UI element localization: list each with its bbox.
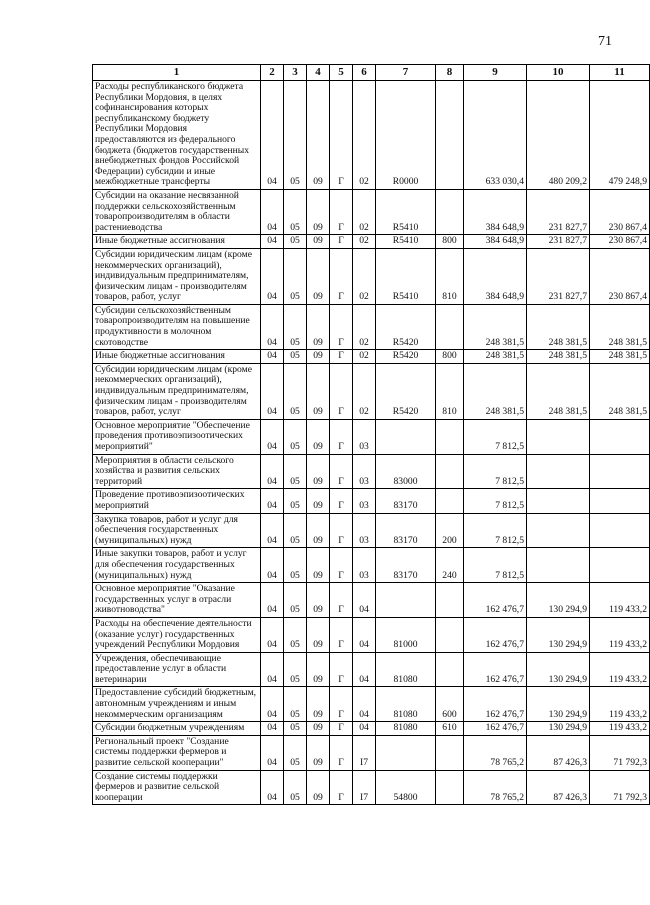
code-pp: 09	[307, 652, 330, 687]
code-expense-type	[436, 770, 464, 805]
code-expense-type	[436, 617, 464, 652]
code-sub: 05	[284, 583, 307, 618]
code-main: 02	[353, 235, 376, 249]
code-gp: 04	[261, 722, 284, 736]
code-item: 83000	[376, 454, 436, 489]
code-main: 03	[353, 489, 376, 513]
amount-year-1: 7 812,5	[464, 419, 527, 454]
table-row	[93, 548, 650, 583]
amount-year-3: 119 433,2	[590, 617, 650, 652]
code-item: R5410	[376, 235, 436, 249]
code-item: 81080	[376, 687, 436, 722]
amount-year-2	[527, 548, 590, 583]
code-letter: Г	[330, 513, 353, 548]
code-letter: Г	[330, 687, 353, 722]
table-body	[93, 81, 650, 805]
table-row	[93, 189, 650, 234]
code-gp: 04	[261, 513, 284, 548]
code-gp: 04	[261, 489, 284, 513]
row-name: Основное мероприятие "Обеспечение проведения противоэпизоотических мероприятий"	[93, 419, 261, 454]
code-gp: 04	[261, 235, 284, 249]
code-letter: Г	[330, 652, 353, 687]
table-row	[93, 235, 650, 249]
row-name: Субсидии сельскохозяйственным товаропроизводителям на повышение продуктивности в молочном скотоводстве	[93, 304, 261, 349]
row-name: Расходы на обеспечение деятельности (оказание услуг) государственных учреждений Республики Мордовия	[93, 617, 261, 652]
column-header: 6	[353, 65, 376, 81]
table-row	[93, 735, 650, 770]
amount-year-3: 119 433,2	[590, 687, 650, 722]
code-pp: 09	[307, 189, 330, 234]
code-gp: 04	[261, 617, 284, 652]
table-row	[93, 363, 650, 419]
amount-year-1: 7 812,5	[464, 454, 527, 489]
code-expense-type: 800	[436, 350, 464, 364]
amount-year-3	[590, 454, 650, 489]
code-expense-type	[436, 419, 464, 454]
row-name: Региональный проект "Создание системы поддержки фермеров и развитие сельской кооперации"	[93, 735, 261, 770]
column-header: 1	[93, 65, 261, 81]
amount-year-3: 230 867,4	[590, 248, 650, 304]
code-gp: 04	[261, 770, 284, 805]
code-main: 03	[353, 513, 376, 548]
code-main: 03	[353, 548, 376, 583]
code-sub: 05	[284, 735, 307, 770]
code-main: 04	[353, 687, 376, 722]
code-sub: 05	[284, 419, 307, 454]
row-name: Предоставление субсидий бюджетным, автономным учреждениям и иным некоммерческим организациям	[93, 687, 261, 722]
code-sub: 05	[284, 548, 307, 583]
code-main: 02	[353, 81, 376, 190]
code-letter: Г	[330, 363, 353, 419]
amount-year-3	[590, 489, 650, 513]
code-gp: 04	[261, 454, 284, 489]
code-main: 04	[353, 583, 376, 618]
column-header: 2	[261, 65, 284, 81]
row-name: Проведение противоэпизоотических мероприятий	[93, 489, 261, 513]
code-pp: 09	[307, 617, 330, 652]
amount-year-2: 248 381,5	[527, 350, 590, 364]
code-letter: Г	[330, 350, 353, 364]
code-letter: Г	[330, 735, 353, 770]
code-pp: 09	[307, 350, 330, 364]
table-row	[93, 513, 650, 548]
code-expense-type	[436, 81, 464, 190]
code-letter: Г	[330, 81, 353, 190]
code-item: 83170	[376, 489, 436, 513]
table-row	[93, 489, 650, 513]
code-sub: 05	[284, 770, 307, 805]
page-number: 71	[598, 34, 612, 49]
code-main: 02	[353, 350, 376, 364]
amount-year-3: 248 381,5	[590, 304, 650, 349]
code-expense-type: 810	[436, 363, 464, 419]
table-row	[93, 770, 650, 805]
code-sub: 05	[284, 81, 307, 190]
code-pp: 09	[307, 304, 330, 349]
row-name: Мероприятия в области сельского хозяйства и развития сельских территорий	[93, 454, 261, 489]
amount-year-3: 479 248,9	[590, 81, 650, 190]
column-header: 4	[307, 65, 330, 81]
code-main: 02	[353, 248, 376, 304]
amount-year-2: 231 827,7	[527, 235, 590, 249]
code-sub: 05	[284, 513, 307, 548]
code-gp: 04	[261, 189, 284, 234]
code-letter: Г	[330, 617, 353, 652]
code-sub: 05	[284, 304, 307, 349]
row-name: Субсидии бюджетным учреждениям	[93, 722, 261, 736]
code-expense-type: 240	[436, 548, 464, 583]
code-expense-type	[436, 489, 464, 513]
code-gp: 04	[261, 735, 284, 770]
code-sub: 05	[284, 363, 307, 419]
amount-year-2: 231 827,7	[527, 189, 590, 234]
code-item: R5410	[376, 248, 436, 304]
amount-year-1: 162 476,7	[464, 722, 527, 736]
code-letter: Г	[330, 548, 353, 583]
code-letter: Г	[330, 419, 353, 454]
amount-year-2: 87 426,3	[527, 735, 590, 770]
code-gp: 04	[261, 350, 284, 364]
code-expense-type	[436, 583, 464, 618]
code-item: 83170	[376, 513, 436, 548]
row-name: Субсидии на оказание несвязанной поддержки сельскохозяйственным товаропроизводителям в области растениеводства	[93, 189, 261, 234]
code-main: 02	[353, 304, 376, 349]
amount-year-1: 7 812,5	[464, 489, 527, 513]
code-sub: 05	[284, 189, 307, 234]
amount-year-3: 119 433,2	[590, 583, 650, 618]
column-header: 10	[527, 65, 590, 81]
row-name: Субсидии юридическим лицам (кроме некоммерческих организаций), индивидуальным предпринимателям, физическим лицам - производителям товаров, работ, услуг	[93, 363, 261, 419]
row-name: Учреждения, обеспечивающие предоставление услуг в области ветеринарии	[93, 652, 261, 687]
code-gp: 04	[261, 81, 284, 190]
code-sub: 05	[284, 489, 307, 513]
code-main: 04	[353, 722, 376, 736]
amount-year-3	[590, 548, 650, 583]
table-row	[93, 419, 650, 454]
amount-year-3: 71 792,3	[590, 770, 650, 805]
amount-year-2	[527, 454, 590, 489]
table-header-row	[93, 65, 650, 81]
column-header: 3	[284, 65, 307, 81]
amount-year-1: 162 476,7	[464, 652, 527, 687]
amount-year-1: 633 030,4	[464, 81, 527, 190]
code-main: 04	[353, 652, 376, 687]
table-row	[93, 454, 650, 489]
amount-year-2	[527, 513, 590, 548]
amount-year-1: 162 476,7	[464, 687, 527, 722]
table-row	[93, 81, 650, 190]
code-item: 81080	[376, 722, 436, 736]
code-letter: Г	[330, 770, 353, 805]
code-gp: 04	[261, 687, 284, 722]
code-item	[376, 735, 436, 770]
amount-year-1: 7 812,5	[464, 548, 527, 583]
code-main: 03	[353, 454, 376, 489]
table-row	[93, 687, 650, 722]
code-gp: 04	[261, 419, 284, 454]
code-pp: 09	[307, 513, 330, 548]
amount-year-1: 384 648,9	[464, 235, 527, 249]
code-expense-type	[436, 454, 464, 489]
row-name: Субсидии юридическим лицам (кроме некоммерческих организаций), индивидуальным предпринимателям, физическим лицам - производителям товаров, работ, услуг	[93, 248, 261, 304]
code-expense-type	[436, 652, 464, 687]
column-header: 9	[464, 65, 527, 81]
code-sub: 05	[284, 652, 307, 687]
table-row	[93, 617, 650, 652]
amount-year-3: 248 381,5	[590, 363, 650, 419]
code-letter: Г	[330, 454, 353, 489]
code-sub: 05	[284, 350, 307, 364]
code-item: R5420	[376, 304, 436, 349]
code-letter: Г	[330, 235, 353, 249]
row-name: Иные бюджетные ассигнования	[93, 235, 261, 249]
code-item	[376, 419, 436, 454]
code-expense-type: 610	[436, 722, 464, 736]
column-header: 5	[330, 65, 353, 81]
code-sub: 05	[284, 454, 307, 489]
table-row	[93, 652, 650, 687]
code-pp: 09	[307, 489, 330, 513]
code-gp: 04	[261, 363, 284, 419]
code-gp: 04	[261, 304, 284, 349]
code-sub: 05	[284, 235, 307, 249]
code-pp: 09	[307, 687, 330, 722]
table-row	[93, 350, 650, 364]
amount-year-1: 384 648,9	[464, 189, 527, 234]
amount-year-2: 130 294,9	[527, 722, 590, 736]
amount-year-1: 248 381,5	[464, 363, 527, 419]
code-gp: 04	[261, 652, 284, 687]
amount-year-2: 248 381,5	[527, 363, 590, 419]
code-pp: 09	[307, 722, 330, 736]
code-pp: 09	[307, 81, 330, 190]
amount-year-2: 130 294,9	[527, 583, 590, 618]
amount-year-2	[527, 419, 590, 454]
row-name: Иные закупки товаров, работ и услуг для обеспечения государственных (муниципальных) нужд	[93, 548, 261, 583]
code-pp: 09	[307, 419, 330, 454]
table-row	[93, 722, 650, 736]
amount-year-3: 230 867,4	[590, 189, 650, 234]
code-expense-type: 800	[436, 235, 464, 249]
code-expense-type	[436, 304, 464, 349]
budget-table	[92, 64, 650, 805]
row-name: Расходы республиканского бюджета Республики Мордовия, в целях софинансирования которых республиканскому бюджету Республики Мордовия предоставляются из федерального бюджета (бюджетов государственных внебюджетных фондов Российской Федерации) субсидии и иные межбюджетные трансферты	[93, 81, 261, 190]
code-letter: Г	[330, 189, 353, 234]
code-letter: Г	[330, 489, 353, 513]
code-main: 02	[353, 363, 376, 419]
column-header: 8	[436, 65, 464, 81]
amount-year-3: 248 381,5	[590, 350, 650, 364]
code-item: 83170	[376, 548, 436, 583]
code-item: 81000	[376, 617, 436, 652]
code-gp: 04	[261, 548, 284, 583]
amount-year-2	[527, 489, 590, 513]
code-main: 02	[353, 189, 376, 234]
code-item: 54800	[376, 770, 436, 805]
table-row	[93, 248, 650, 304]
code-pp: 09	[307, 454, 330, 489]
code-letter: Г	[330, 248, 353, 304]
table-row	[93, 583, 650, 618]
code-sub: 05	[284, 248, 307, 304]
amount-year-2: 480 209,2	[527, 81, 590, 190]
code-item: R0000	[376, 81, 436, 190]
code-pp: 09	[307, 248, 330, 304]
amount-year-2: 87 426,3	[527, 770, 590, 805]
amount-year-1: 384 648,9	[464, 248, 527, 304]
amount-year-1: 78 765,2	[464, 735, 527, 770]
code-pp: 09	[307, 735, 330, 770]
amount-year-1: 78 765,2	[464, 770, 527, 805]
row-name: Создание системы поддержки фермеров и развитие сельской кооперации	[93, 770, 261, 805]
code-item: 81080	[376, 652, 436, 687]
code-expense-type	[436, 189, 464, 234]
code-gp: 04	[261, 248, 284, 304]
amount-year-3: 230 867,4	[590, 235, 650, 249]
amount-year-1: 162 476,7	[464, 617, 527, 652]
amount-year-2: 130 294,9	[527, 617, 590, 652]
column-header: 11	[590, 65, 650, 81]
code-pp: 09	[307, 363, 330, 419]
amount-year-2: 130 294,9	[527, 687, 590, 722]
code-main: I7	[353, 770, 376, 805]
code-pp: 09	[307, 235, 330, 249]
row-name: Закупка товаров, работ и услуг для обеспечения государственных (муниципальных) нужд	[93, 513, 261, 548]
code-expense-type	[436, 735, 464, 770]
amount-year-1: 7 812,5	[464, 513, 527, 548]
column-header: 7	[376, 65, 436, 81]
code-letter: Г	[330, 304, 353, 349]
amount-year-2: 130 294,9	[527, 652, 590, 687]
amount-year-3	[590, 513, 650, 548]
code-gp: 04	[261, 583, 284, 618]
code-pp: 09	[307, 770, 330, 805]
amount-year-3	[590, 419, 650, 454]
amount-year-2: 231 827,7	[527, 248, 590, 304]
code-item: R5420	[376, 363, 436, 419]
code-sub: 05	[284, 617, 307, 652]
amount-year-2: 248 381,5	[527, 304, 590, 349]
amount-year-1: 248 381,5	[464, 304, 527, 349]
amount-year-1: 162 476,7	[464, 583, 527, 618]
code-expense-type: 600	[436, 687, 464, 722]
row-name: Иные бюджетные ассигнования	[93, 350, 261, 364]
amount-year-1: 248 381,5	[464, 350, 527, 364]
amount-year-3: 119 433,2	[590, 652, 650, 687]
code-pp: 09	[307, 583, 330, 618]
code-item: R5410	[376, 189, 436, 234]
code-main: I7	[353, 735, 376, 770]
code-sub: 05	[284, 687, 307, 722]
code-pp: 09	[307, 548, 330, 583]
code-expense-type: 810	[436, 248, 464, 304]
code-item	[376, 583, 436, 618]
code-letter: Г	[330, 722, 353, 736]
code-sub: 05	[284, 722, 307, 736]
amount-year-3: 119 433,2	[590, 722, 650, 736]
code-expense-type: 200	[436, 513, 464, 548]
code-letter: Г	[330, 583, 353, 618]
code-main: 04	[353, 617, 376, 652]
code-item: R5420	[376, 350, 436, 364]
amount-year-3: 71 792,3	[590, 735, 650, 770]
table-row	[93, 304, 650, 349]
row-name: Основное мероприятие "Оказание государственных услуг в отрасли животноводства"	[93, 583, 261, 618]
code-main: 03	[353, 419, 376, 454]
